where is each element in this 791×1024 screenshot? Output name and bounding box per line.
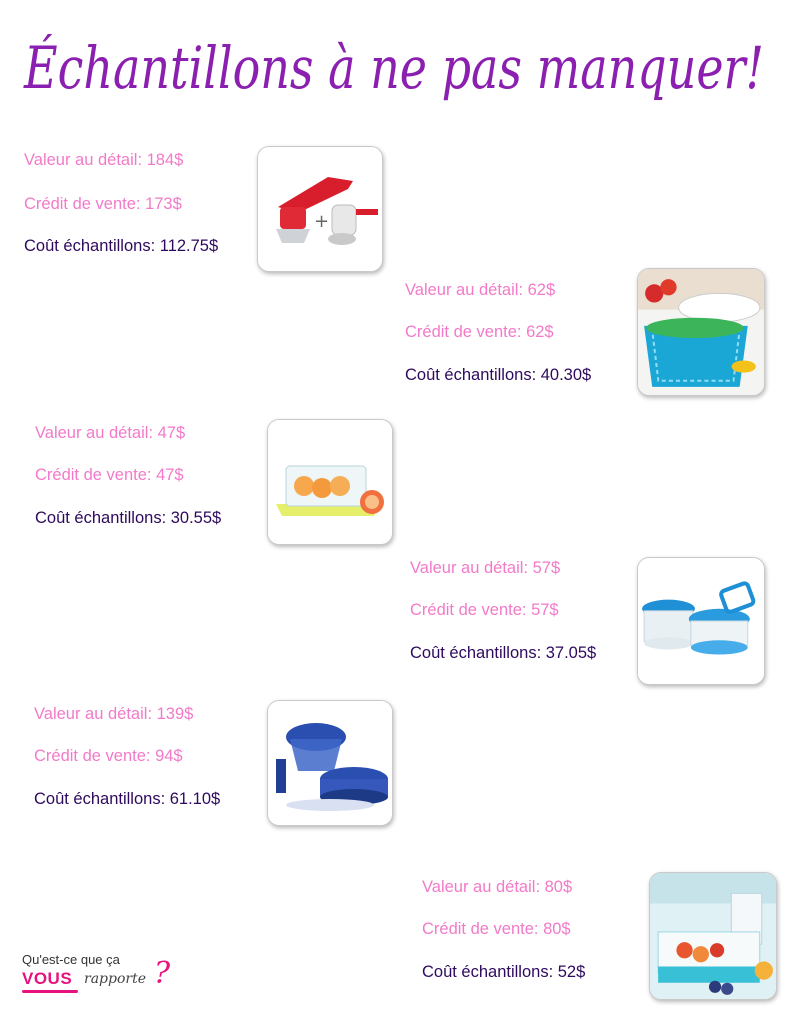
retail-value: Valeur au détail: 62$ — [405, 281, 556, 299]
sample-cost: Coût échantillons: 52$ — [422, 963, 586, 981]
product-image-6 — [649, 872, 777, 1000]
sales-credit: Crédit de vente: 173$ — [24, 195, 182, 213]
retail-value: Valeur au détail: 184$ — [24, 151, 184, 169]
product-image-1 — [257, 146, 383, 272]
sales-credit: Crédit de vente: 94$ — [34, 747, 183, 765]
sample-cost: Coût échantillons: 37.05$ — [410, 644, 597, 662]
sales-credit: Crédit de vente: 62$ — [405, 323, 554, 341]
sample-cost: Coût échantillons: 30.55$ — [35, 509, 222, 527]
product-image-2 — [637, 268, 765, 396]
product-image-3 — [267, 419, 393, 545]
title-text: Échantillons à ne pas manquer! — [23, 34, 765, 102]
logo-vous: VOUS — [22, 969, 73, 988]
title-script — [18, 10, 778, 120]
sales-credit: Crédit de vente: 47$ — [35, 466, 184, 484]
logo-line1: Qu'est-ce que ça — [22, 952, 120, 967]
product-image-4 — [637, 557, 765, 685]
sales-credit: Crédit de vente: 80$ — [422, 920, 571, 938]
product-image-5 — [267, 700, 393, 826]
brand-logo — [20, 952, 180, 1002]
retail-value: Valeur au détail: 139$ — [34, 705, 194, 723]
sales-credit: Crédit de vente: 57$ — [410, 601, 559, 619]
sample-cost: Coût échantillons: 61.10$ — [34, 790, 221, 808]
svg-text:+: + — [314, 211, 330, 232]
retail-value: Valeur au détail: 57$ — [410, 559, 561, 577]
sample-cost: Coût échantillons: 40.30$ — [405, 366, 592, 384]
logo-question-mark: ? — [154, 956, 171, 991]
logo-rapporte: rapporte — [84, 971, 146, 987]
logo-underline — [22, 990, 78, 993]
retail-value: Valeur au détail: 47$ — [35, 424, 186, 442]
retail-value: Valeur au détail: 80$ — [422, 878, 573, 896]
sample-cost: Coût échantillons: 112.75$ — [24, 237, 219, 255]
page-title — [18, 10, 778, 120]
